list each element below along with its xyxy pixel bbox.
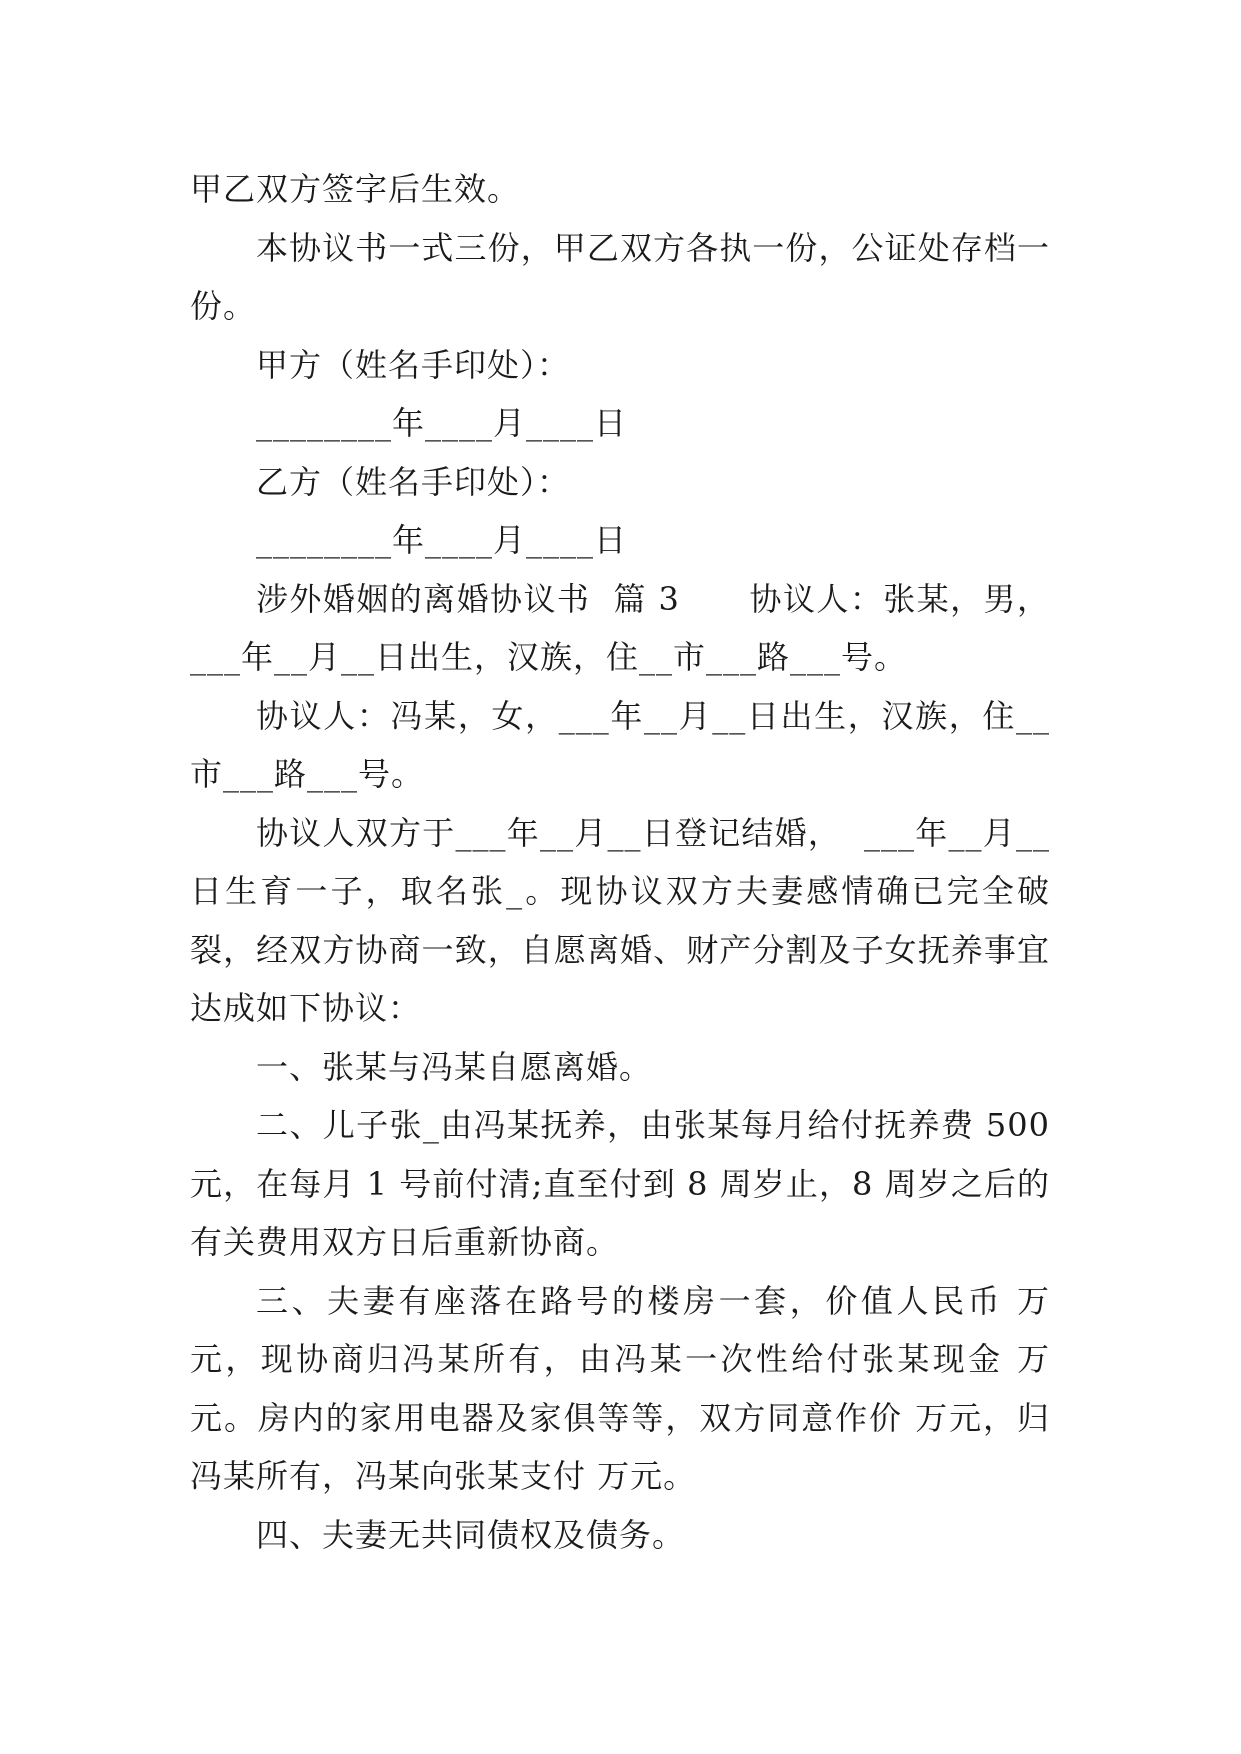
paragraph-party-b-date: ________年____月____日 xyxy=(256,521,628,559)
paragraph-clause-3: 三、夫妻有座落在路号的楼房一套，价值人民币 万元，现协商归冯某所有，由冯某一次性给付张某现金 万元。房内的家用电器及家俱等等，双方同意作价 万元，归冯某所有，冯某向张某支付 万元。 xyxy=(190,1281,1050,1495)
paragraph-party-a-signature: 甲方（姓名手印处）： xyxy=(256,345,571,384)
paragraph-clause-4: 四、夫妻无共同债权及债务。 xyxy=(256,1515,686,1554)
paragraph-section-3-heading: 涉外婚姻的离婚协议书 篇 3 协议人：张某，男，___年__月__日出生，汉族，住__市___路___号。 xyxy=(190,579,1050,676)
paragraph-party-a-date: ________年____月____日 xyxy=(256,404,628,442)
paragraph-party-b-signature: 乙方（姓名手印处）： xyxy=(256,462,571,501)
paragraph-clause-1: 一、张某与冯某自愿离婚。 xyxy=(256,1047,653,1086)
paragraph-marriage-facts: 协议人双方于___年__月__日登记结婚， ___年__月__日生育一子，取名张_。现协议双方夫妻感情确已完全破裂，经双方协商一致，自愿离婚、财产分割及子女抚养事宜达成如下协议： xyxy=(190,813,1050,1027)
document-body xyxy=(190,160,1062,1564)
paragraph-clause-2: 二、儿子张_由冯某抚养，由张某每月给付抚养费 500 元，在每月 1 号前付清;直至付到 8 周岁止，8 周岁之后的有关费用双方日后重新协商。 xyxy=(190,1106,1062,1261)
paragraph-copies-clause: 本协议书一式三份，甲乙双方各执一份，公证处存档一份。 xyxy=(190,228,1050,325)
paragraph-party-feng: 协议人：冯某，女，___年__月__日出生，汉族，住__市___路___号。 xyxy=(190,696,1050,793)
paragraph-effective-clause: 甲乙双方签字后生效。 xyxy=(190,170,521,208)
